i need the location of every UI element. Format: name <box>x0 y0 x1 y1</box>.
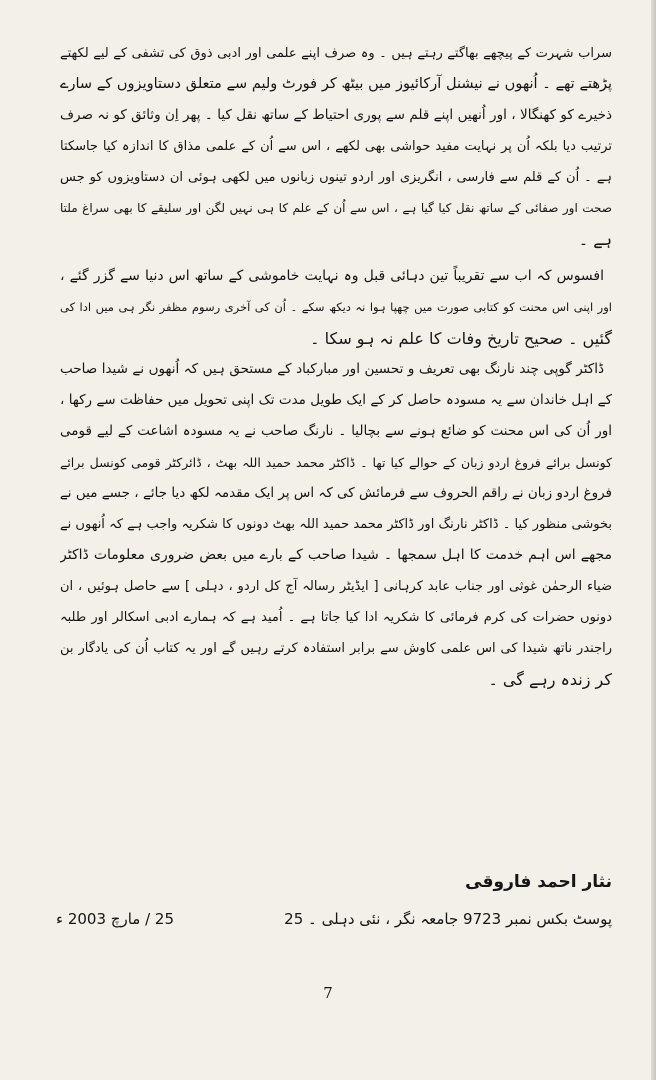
text-line: اور اُن کی اس محنت کو ضائع ہونے سے بچالیا ۔ نارنگ صاحب نے یہ مسودہ اشاعت کے لیے قومی <box>60 423 612 439</box>
author-address: پوسٹ بکس نمبر 9723 جامعہ نگر ، نئی دہلی ۔ 25 <box>284 910 612 928</box>
page-number: 7 <box>323 984 333 1002</box>
text-line: کونسل برائے فروغ اردو زبان کے حوالے کیا تھا ۔ ڈاکٹر محمد حمید اللہ بھٹ ، ڈائرکٹر قومی کونسل برائے <box>60 455 612 470</box>
paragraph-1 <box>60 38 612 255</box>
text-line: مجھے اس اہم خدمت کا اہل سمجھا ۔ شیدا صاحب کے بارے میں بعض ضروری معلومات ڈاکٹر <box>60 547 612 563</box>
text-line: ضیاء الرحمٰن غوثی اور جناب عابد کرہانی [ ایڈیٹر رسالہ آج کل اردو ، دہلی ] سے حاصل ہوئیں ، ان <box>60 579 612 594</box>
text-line: دونوں حضرات کی کرم فرمائی کا شکریہ ادا کیا جاتا ہے ۔ اُمید ہے کہ ہمارے ادبی اسکالر اور طلبہ <box>60 610 612 625</box>
text-line: کر زندہ رہے گی ۔ <box>488 670 612 689</box>
text-line: گئیں ۔ صحیح تاریخ وفات کا علم نہ ہو سکا ۔ <box>310 329 612 348</box>
paragraph-2 <box>60 261 612 354</box>
text-line: سراب شہرت کے پیچھے بھاگتے رہتے ہیں ۔ وہ صرف اپنے علمی اور ادبی ذوق کی تشفی کے لیے لکھتے <box>60 46 612 61</box>
text-line: بخوشی منظور کیا ۔ ڈاکٹر نارنگ اور ڈاکٹر محمد حمید اللہ بھٹ دونوں کا شکریہ واجب ہے کہ اُنھوں نے <box>60 517 612 532</box>
date-line: 25 / مارچ 2003 ء <box>56 910 174 928</box>
text-line: صحت اور صفائی کے ساتھ نقل کیا گیا ہے ، اس سے اُن کے علم کا ہی نہیں لگن اور سلیقے کا بھی سراغ ملتا <box>60 201 612 215</box>
text-line: فروغ اردو زبان نے راقم الحروف سے فرمائش کی کہ اس پر ایک مقدمہ لکھ دیا جائے ، جسے میں نے <box>60 485 612 501</box>
text-line: ہے ۔ اُن کے قلم سے فارسی ، انگریزی اور اردو تینوں زبانوں میں لکھی ہوئی ان دستاویزوں کو جس <box>60 170 612 185</box>
text-line: ہے ۔ <box>578 230 612 249</box>
text-line: افسوس کہ اب سے تقریباً تین دہائی قبل وہ نہایت خاموشی کے ساتھ اس دنیا سے گزر گئے ، <box>60 268 604 284</box>
text-line: ذخیرے کو کھنگالا ، اور اُنھیں اپنے قلم سے پوری احتیاط کے ساتھ نقل کیا ۔ پھر اِن وثائق کو نہ صرف <box>60 107 612 123</box>
paragraph-3 <box>60 354 612 695</box>
body-text <box>60 38 612 695</box>
text-line: کے اہل خاندان سے یہ مسودہ حاصل کر کے ایک طویل مدت تک اپنی تحویل میں حفاظت سے رکھا ، <box>60 392 612 408</box>
text-line: ترتیب دیا بلکہ اُن پر نہایت مفید حواشی بھی لکھے ، اس سے اُن کے علمی مذاق کا اندازہ کیا جاسکتا <box>60 139 612 154</box>
text-line: اور اپنی اس محنت کو کتابی صورت میں چھپا ہوا نہ دیکھ سکے ۔ اُن کی آخری رسوم مظفر نگر ہی میں ادا کی <box>60 300 612 314</box>
text-line: پڑھتے تھے ۔ اُنھوں نے نیشنل آرکائیوز میں بیٹھ کر فورٹ ولیم سے متعلق دستاویزوں کے سارے <box>60 76 612 92</box>
text-line: ڈاکٹر گوپی چند نارنگ بھی تعریف و تحسین اور مبارکباد کے مستحق ہیں کہ اُنھوں نے شیدا صاحب <box>60 361 604 377</box>
author-signature: نثار احمد فاروقی <box>465 872 612 892</box>
text-line: راجندر ناتھ شیدا کی اس علمی کاوش سے برابر استفادہ کرتے رہیں گے اور یہ کتاب اُن کی یادگار بن <box>60 641 612 656</box>
